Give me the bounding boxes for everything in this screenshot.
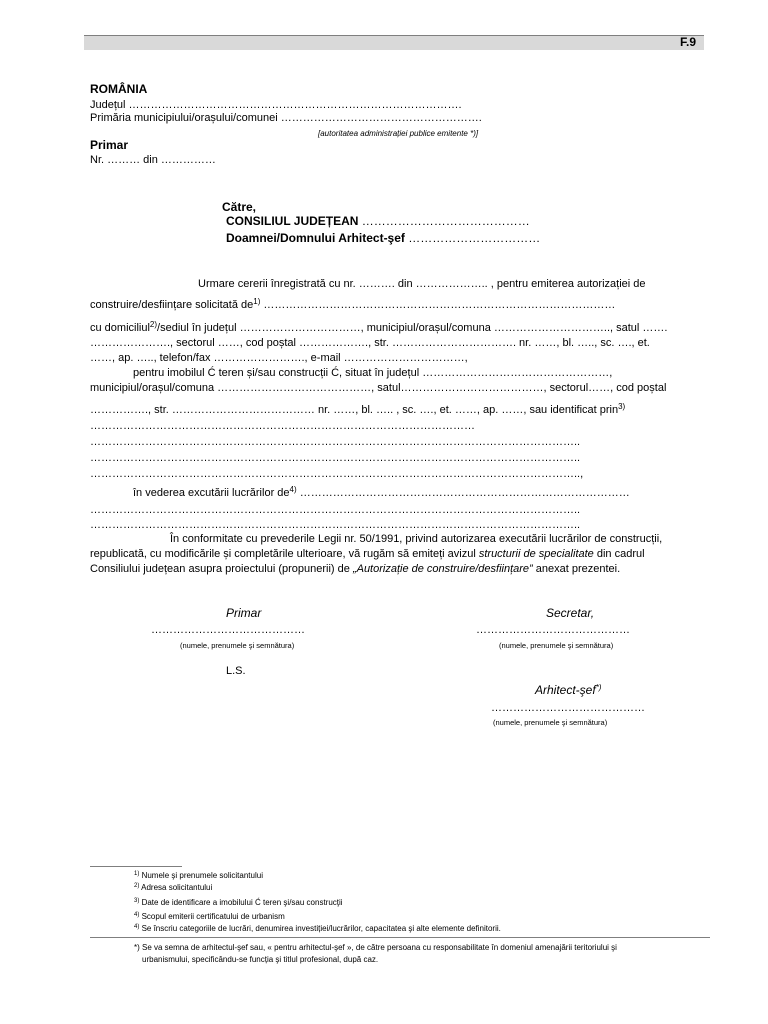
text-span: „Autorizație de construire/desființare” [352, 563, 533, 575]
recipient-architect [226, 232, 540, 245]
note-line-2: urbanismului, specificându-se funcția şi titlul profesional, după caz. [142, 955, 379, 964]
architect-label: Doamnei/Domnului Arhitect-şef [226, 231, 405, 245]
primar-signature-label: Primar [226, 606, 262, 620]
county-line: Județul ………………………………………………………………………………. [90, 99, 462, 111]
footnote-ref: 1) [253, 297, 261, 306]
text-span: republicată, cu modificările și completările ulterioare, vă rugăm să emiteți avizul [90, 548, 479, 560]
council-label: CONSILIUL JUDEȚEAN [226, 214, 359, 228]
footnote-mark: 1) [134, 871, 140, 877]
architect-signature-dots: …………………………………… [491, 702, 645, 714]
footnote-text: Numele şi prenumele solicitantului [141, 871, 263, 880]
text-span: din cadrul [593, 548, 645, 560]
text-span: ……………………………………………………………………………… [296, 487, 630, 499]
note-line-1: *) Se va semna de arhitectul-şef sau, « pentru arhitectul-şef », de către persoana cu responsabilitate în domeniul amenajării teritoriului şi [134, 943, 617, 952]
body-p1-line3 [90, 322, 667, 335]
dots-line-a: …………………………………………………………………………………………… [90, 420, 475, 432]
dots-line-e: …………………………………………………………………………………………………………………….. [90, 504, 581, 516]
footnote-text: Se înscriu categoriile de lucrări, denumirea investiției/lucrărilor, capacitatea şi alte elemente definitorii. [141, 924, 501, 933]
footnote-text: Date de identificare a imobilului Ć teren şi/sau construcţii [141, 898, 343, 907]
primar-signature-note: (numele, prenumele şi semnătura) [180, 641, 295, 650]
body-p4-line2 [90, 548, 645, 561]
dots-line-d: …………………………………………………………………………………………………………………….., [90, 468, 584, 480]
body-p1-line2 [90, 299, 615, 312]
text-span: cu domiciliul [90, 322, 150, 334]
text-span: Arhitect-şef [535, 683, 596, 697]
footnote-ref: *) [595, 683, 602, 692]
body-p1-line1: Urmare cererii înregistrată cu nr. ………. din ……………….. , pentru emiterea autorizației de [198, 278, 646, 290]
dots-line-f: …………………………………………………………………………………………………………………….. [90, 519, 581, 531]
secretar-signature-dots: …………………………………… [476, 624, 630, 636]
text-span: structurii de specialitate [478, 548, 594, 560]
text-span: în vederea excutării lucrărilor de [133, 487, 290, 499]
body-p4-line1: În conformitate cu prevederile Legii nr. 50/1991, privind autorizarea executării lucrărilor de construcții, [170, 533, 663, 545]
text-span: construire/desființare solicitată de [90, 299, 254, 311]
footnote-ref: 3) [618, 402, 626, 411]
body-p1-line4: …………………., sectorul ……, cod poștal ………………., str. ……………………………. nr. ……, bl. ….., sc. …., et. [90, 337, 650, 349]
footnote-text: Scopul emiterii certificatului de urbanism [141, 912, 285, 921]
form-code-bar [84, 35, 704, 50]
form-code: F.9 [679, 35, 696, 49]
architect-dots: …………………………… [404, 231, 541, 245]
text-span: anexat prezentei. [532, 563, 621, 575]
text-span: Consiliului județean asupra proiectului (propunerii) de [90, 563, 353, 575]
authority-note: [autoritatea administrației publice emitente *)] [318, 129, 479, 138]
footnote-2 [134, 881, 212, 894]
architect-signature-note: (numele, prenumele şi semnătura) [493, 718, 608, 727]
footnote-5 [134, 922, 501, 935]
footnote-mark: 4) [134, 912, 140, 918]
footnote-mark: 3) [134, 898, 140, 904]
recipient-council [226, 215, 530, 228]
footnote-text: Adresa solicitantului [141, 883, 213, 892]
stamp-placeholder: L.S. [226, 665, 246, 677]
primar-heading: Primar [90, 138, 129, 152]
primar-signature-dots: …………………………………… [151, 624, 305, 636]
secretar-signature-note: (numele, prenumele şi semnătura) [499, 641, 614, 650]
council-dots: …………………………………… [358, 214, 530, 228]
dots-line-c: …………………………………………………………………………………………………………………….. [90, 452, 581, 464]
recipient-to: Către, [222, 200, 257, 214]
dots-line-b: …………………………………………………………………………………………………………………….. [90, 436, 581, 448]
text-span: …………………………………………………………………………………… [260, 299, 616, 311]
registration-number-line: Nr. ……… din …………… [90, 154, 216, 166]
footnote-mark: 4) [134, 924, 140, 930]
mayoralty-line: Primăria municipiului/orașului/comunei ………………………………………………. [90, 112, 482, 124]
footnote-ref: 4) [289, 485, 297, 494]
country-title: ROMÂNIA [90, 82, 148, 96]
text-span: ……………., str. ………………………………… nr. ……, bl. ….. , sc. …., et. ……, ap. ……, sau identificat prin [90, 404, 619, 416]
footnote-3 [134, 896, 343, 909]
body-p2-line1: pentru imobilul Ć teren și/sau construcții Ć, situat în județul ……………………………………………, [133, 367, 613, 379]
note-separator [90, 937, 710, 938]
footnote-separator [90, 866, 182, 867]
body-p4-line3 [90, 563, 620, 576]
secretar-signature-label: Secretar, [546, 606, 595, 620]
architect-signature-label [535, 684, 601, 697]
body-p1-line5: ……, ap. ….., telefon/fax ……………………., e-mail ……………………………, [90, 352, 468, 364]
body-p3 [133, 487, 630, 500]
body-p2-line2: municipiul/orașul/comuna ……………………………………, satul…………………………………, sectorul……, cod poștal [90, 382, 667, 394]
body-p2-line3 [90, 404, 625, 417]
text-span: /sediul în județul ……………………………, municipiul/orașul/comuna ………………………….., satul ……. [157, 322, 668, 334]
footnote-mark: 2) [134, 883, 140, 889]
footnote-ref: 2) [149, 320, 158, 329]
